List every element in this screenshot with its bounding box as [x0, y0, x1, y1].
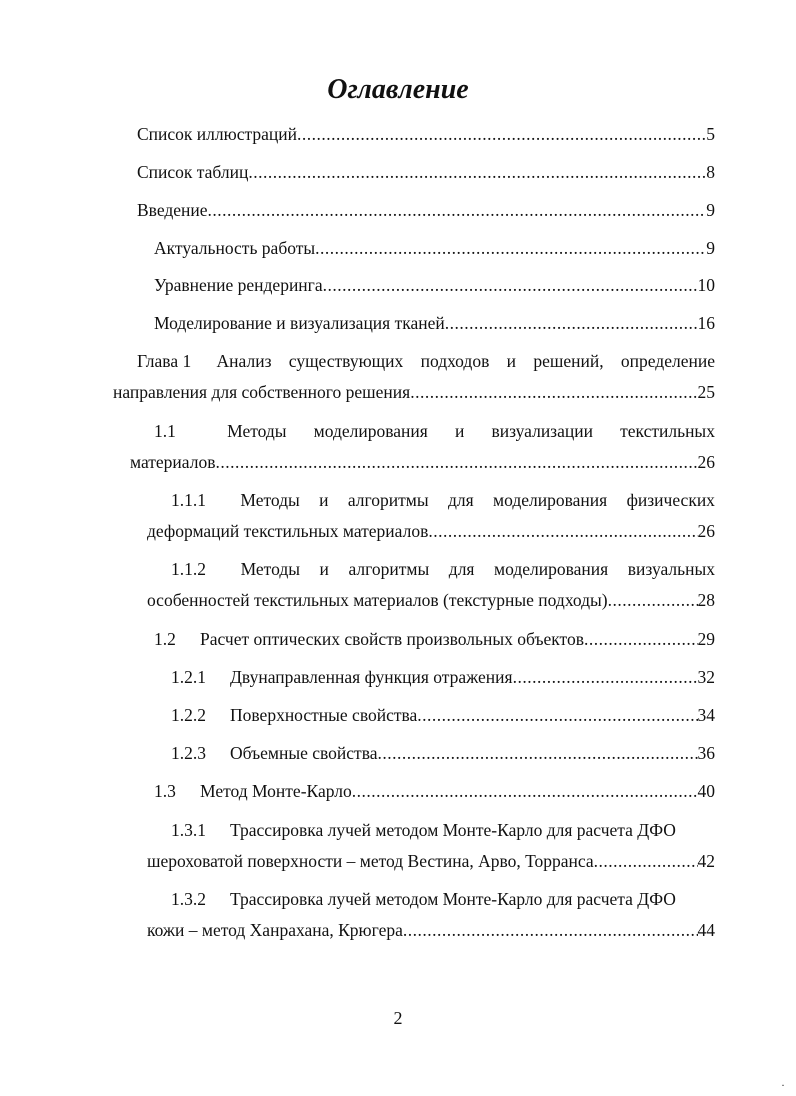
toc-entry-title: Уравнение рендеринга — [154, 275, 323, 295]
toc-entry-chapter1-line1[interactable] — [137, 349, 715, 373]
toc-entry-number: 1.2.2 — [171, 705, 206, 725]
toc-entry-1-1-2-line2[interactable] — [147, 588, 715, 612]
toc-entry-page: 16 — [697, 313, 715, 333]
toc-entry-title: материалов — [130, 452, 216, 472]
toc-entry-1-3[interactable] — [154, 779, 715, 803]
dot-leader — [352, 779, 698, 803]
dot-leader — [410, 380, 697, 404]
toc-entry-page: 36 — [697, 743, 715, 763]
toc-entry-title: Объемные свойства — [230, 743, 378, 763]
toc-entry-page: 44 — [697, 920, 715, 940]
toc-entry-title: шероховатой поверхности – метод Вестина, Арво, Торранса — [147, 851, 594, 871]
toc-entry-title: Введение — [137, 200, 208, 220]
toc-entry-fabric-modeling[interactable] — [154, 311, 715, 335]
toc-entry-title: Актуальность работы — [154, 238, 316, 258]
toc-entry-page: 10 — [697, 275, 715, 295]
toc-entry-1-2-1[interactable] — [171, 665, 715, 689]
toc-entry-title: Список таблиц — [137, 162, 249, 182]
toc-entry-relevance[interactable] — [154, 236, 715, 260]
dot-leader — [215, 450, 697, 474]
toc-entry-1-2-3[interactable] — [171, 741, 715, 765]
toc-word: алгоритмы — [348, 559, 430, 579]
toc-entry-number: 1.3 — [154, 781, 176, 801]
toc-word: Методы — [240, 559, 300, 579]
dot-leader — [208, 198, 707, 222]
toc-entry-number: 1.2 — [154, 629, 176, 649]
toc-entry-page: 42 — [697, 851, 715, 871]
toc-entry-tables[interactable] — [137, 160, 715, 184]
toc-entry-illustrations[interactable] — [137, 122, 715, 146]
toc-entry-1-3-1-line1[interactable] — [171, 818, 715, 842]
toc-entry-page: 29 — [697, 629, 715, 649]
toc-word: физических — [626, 490, 715, 510]
dot-leader — [248, 160, 706, 184]
dot-leader — [584, 627, 698, 651]
toc-word: моделирования — [494, 559, 609, 579]
toc-entry-number: 1.3.1 — [171, 820, 206, 840]
toc-word: существующих — [288, 351, 404, 371]
toc-word: визуализации — [491, 421, 593, 441]
toc-entry-page: 9 — [706, 200, 715, 220]
toc-entry-title: Поверхностные свойства — [230, 705, 418, 725]
toc-word: и — [506, 351, 517, 371]
toc-entry-number: 1.1.1 — [171, 490, 206, 510]
toc-entry-1-2[interactable] — [154, 627, 715, 651]
toc-entry-title: Трассировка лучей методом Монте-Карло для расчета ДФО — [230, 820, 676, 840]
toc-entry-number: 1.3.2 — [171, 889, 206, 909]
toc-word: моделирования — [493, 490, 608, 510]
dot-leader — [608, 588, 698, 612]
toc-entry-page: 5 — [706, 124, 715, 144]
toc-entry-number: 1.1 — [154, 421, 176, 441]
toc-word: Методы — [240, 490, 300, 510]
toc-word: алгоритмы — [347, 490, 429, 510]
toc-entry-page: 26 — [697, 452, 715, 472]
toc-entry-1-2-2[interactable] — [171, 703, 715, 727]
dot-leader — [445, 311, 698, 335]
toc-entry-page: 28 — [697, 590, 715, 610]
toc-word: моделирования — [313, 421, 428, 441]
page-title: Оглавление — [327, 74, 469, 105]
toc-entry-title: направления для собственного решения — [113, 382, 411, 402]
toc-entry-number: 1.1.2 — [171, 559, 206, 579]
toc-entry-page: 32 — [697, 667, 715, 687]
page-number: 2 — [393, 1008, 403, 1028]
toc-entry-page: 26 — [697, 521, 715, 541]
toc-entry-1-3-2-line1[interactable] — [171, 887, 715, 911]
toc-entry-1-1-line2[interactable] — [130, 450, 715, 474]
toc-entry-chapter1-line2[interactable] — [113, 380, 715, 404]
toc-entry-title: Моделирование и визуализация тканей — [154, 313, 445, 333]
dot-leader — [594, 849, 698, 873]
toc-entry-page: 9 — [706, 238, 715, 258]
dot-leader — [323, 273, 698, 297]
toc-entry-title: деформаций текстильных материалов — [147, 521, 429, 541]
toc-entry-page: 34 — [697, 705, 715, 725]
toc-word: подходов — [420, 351, 490, 371]
scan-mark: · — [781, 1078, 785, 1092]
toc-word: визуальных — [627, 559, 715, 579]
toc-entry-1-1-line1[interactable] — [154, 419, 715, 443]
toc-entry-title: Расчет оптических свойств произвольных объектов — [200, 629, 584, 649]
toc-word: для — [448, 559, 475, 579]
toc-entry-page: 40 — [697, 781, 715, 801]
toc-word: решений, — [533, 351, 604, 371]
toc-entry-1-1-1-line2[interactable] — [147, 519, 715, 543]
toc-word: для — [447, 490, 474, 510]
toc-entry-title: кожи – метод Ханрахана, Крюгера — [147, 920, 403, 940]
toc-word: и — [319, 490, 329, 510]
dot-leader — [378, 741, 698, 765]
dot-leader — [297, 122, 706, 146]
toc-entry-number: 1.2.3 — [171, 743, 206, 763]
dot-leader — [315, 236, 706, 260]
toc-entry-1-3-2-line2[interactable] — [147, 918, 715, 942]
toc-entry-title: Двунаправленная функция отражения — [230, 667, 513, 687]
toc-word: и — [454, 421, 465, 441]
toc-entry-1-1-1-line1[interactable] — [171, 488, 715, 512]
toc-word: текстильных — [620, 421, 715, 441]
toc-entry-intro[interactable] — [137, 198, 715, 222]
toc-entry-rendering-equation[interactable] — [154, 273, 715, 297]
toc-entry-title: Трассировка лучей методом Монте-Карло для расчета ДФО — [230, 889, 676, 909]
toc-word: определение — [620, 351, 715, 371]
toc-entry-title: Метод Монте-Карло — [200, 781, 352, 801]
toc-entry-number: 1.2.1 — [171, 667, 206, 687]
dot-leader — [428, 519, 697, 543]
toc-word: и — [319, 559, 329, 579]
toc-entry-1-3-1-line2[interactable] — [147, 849, 715, 873]
toc-entry-page: 25 — [697, 382, 715, 402]
toc-entry-title: особенностей текстильных материалов (текстурные подходы) — [147, 590, 608, 610]
toc-entry-title: Список иллюстраций — [137, 124, 297, 144]
toc-entry-1-1-2-line1[interactable] — [171, 557, 715, 581]
toc-word: Анализ — [216, 351, 272, 371]
dot-leader — [417, 703, 697, 727]
toc-entry-number: Глава 1 — [137, 351, 192, 371]
dot-leader — [513, 665, 698, 689]
dot-leader — [403, 918, 698, 942]
toc-entry-page: 8 — [706, 162, 715, 182]
toc-word: Методы — [227, 421, 287, 441]
